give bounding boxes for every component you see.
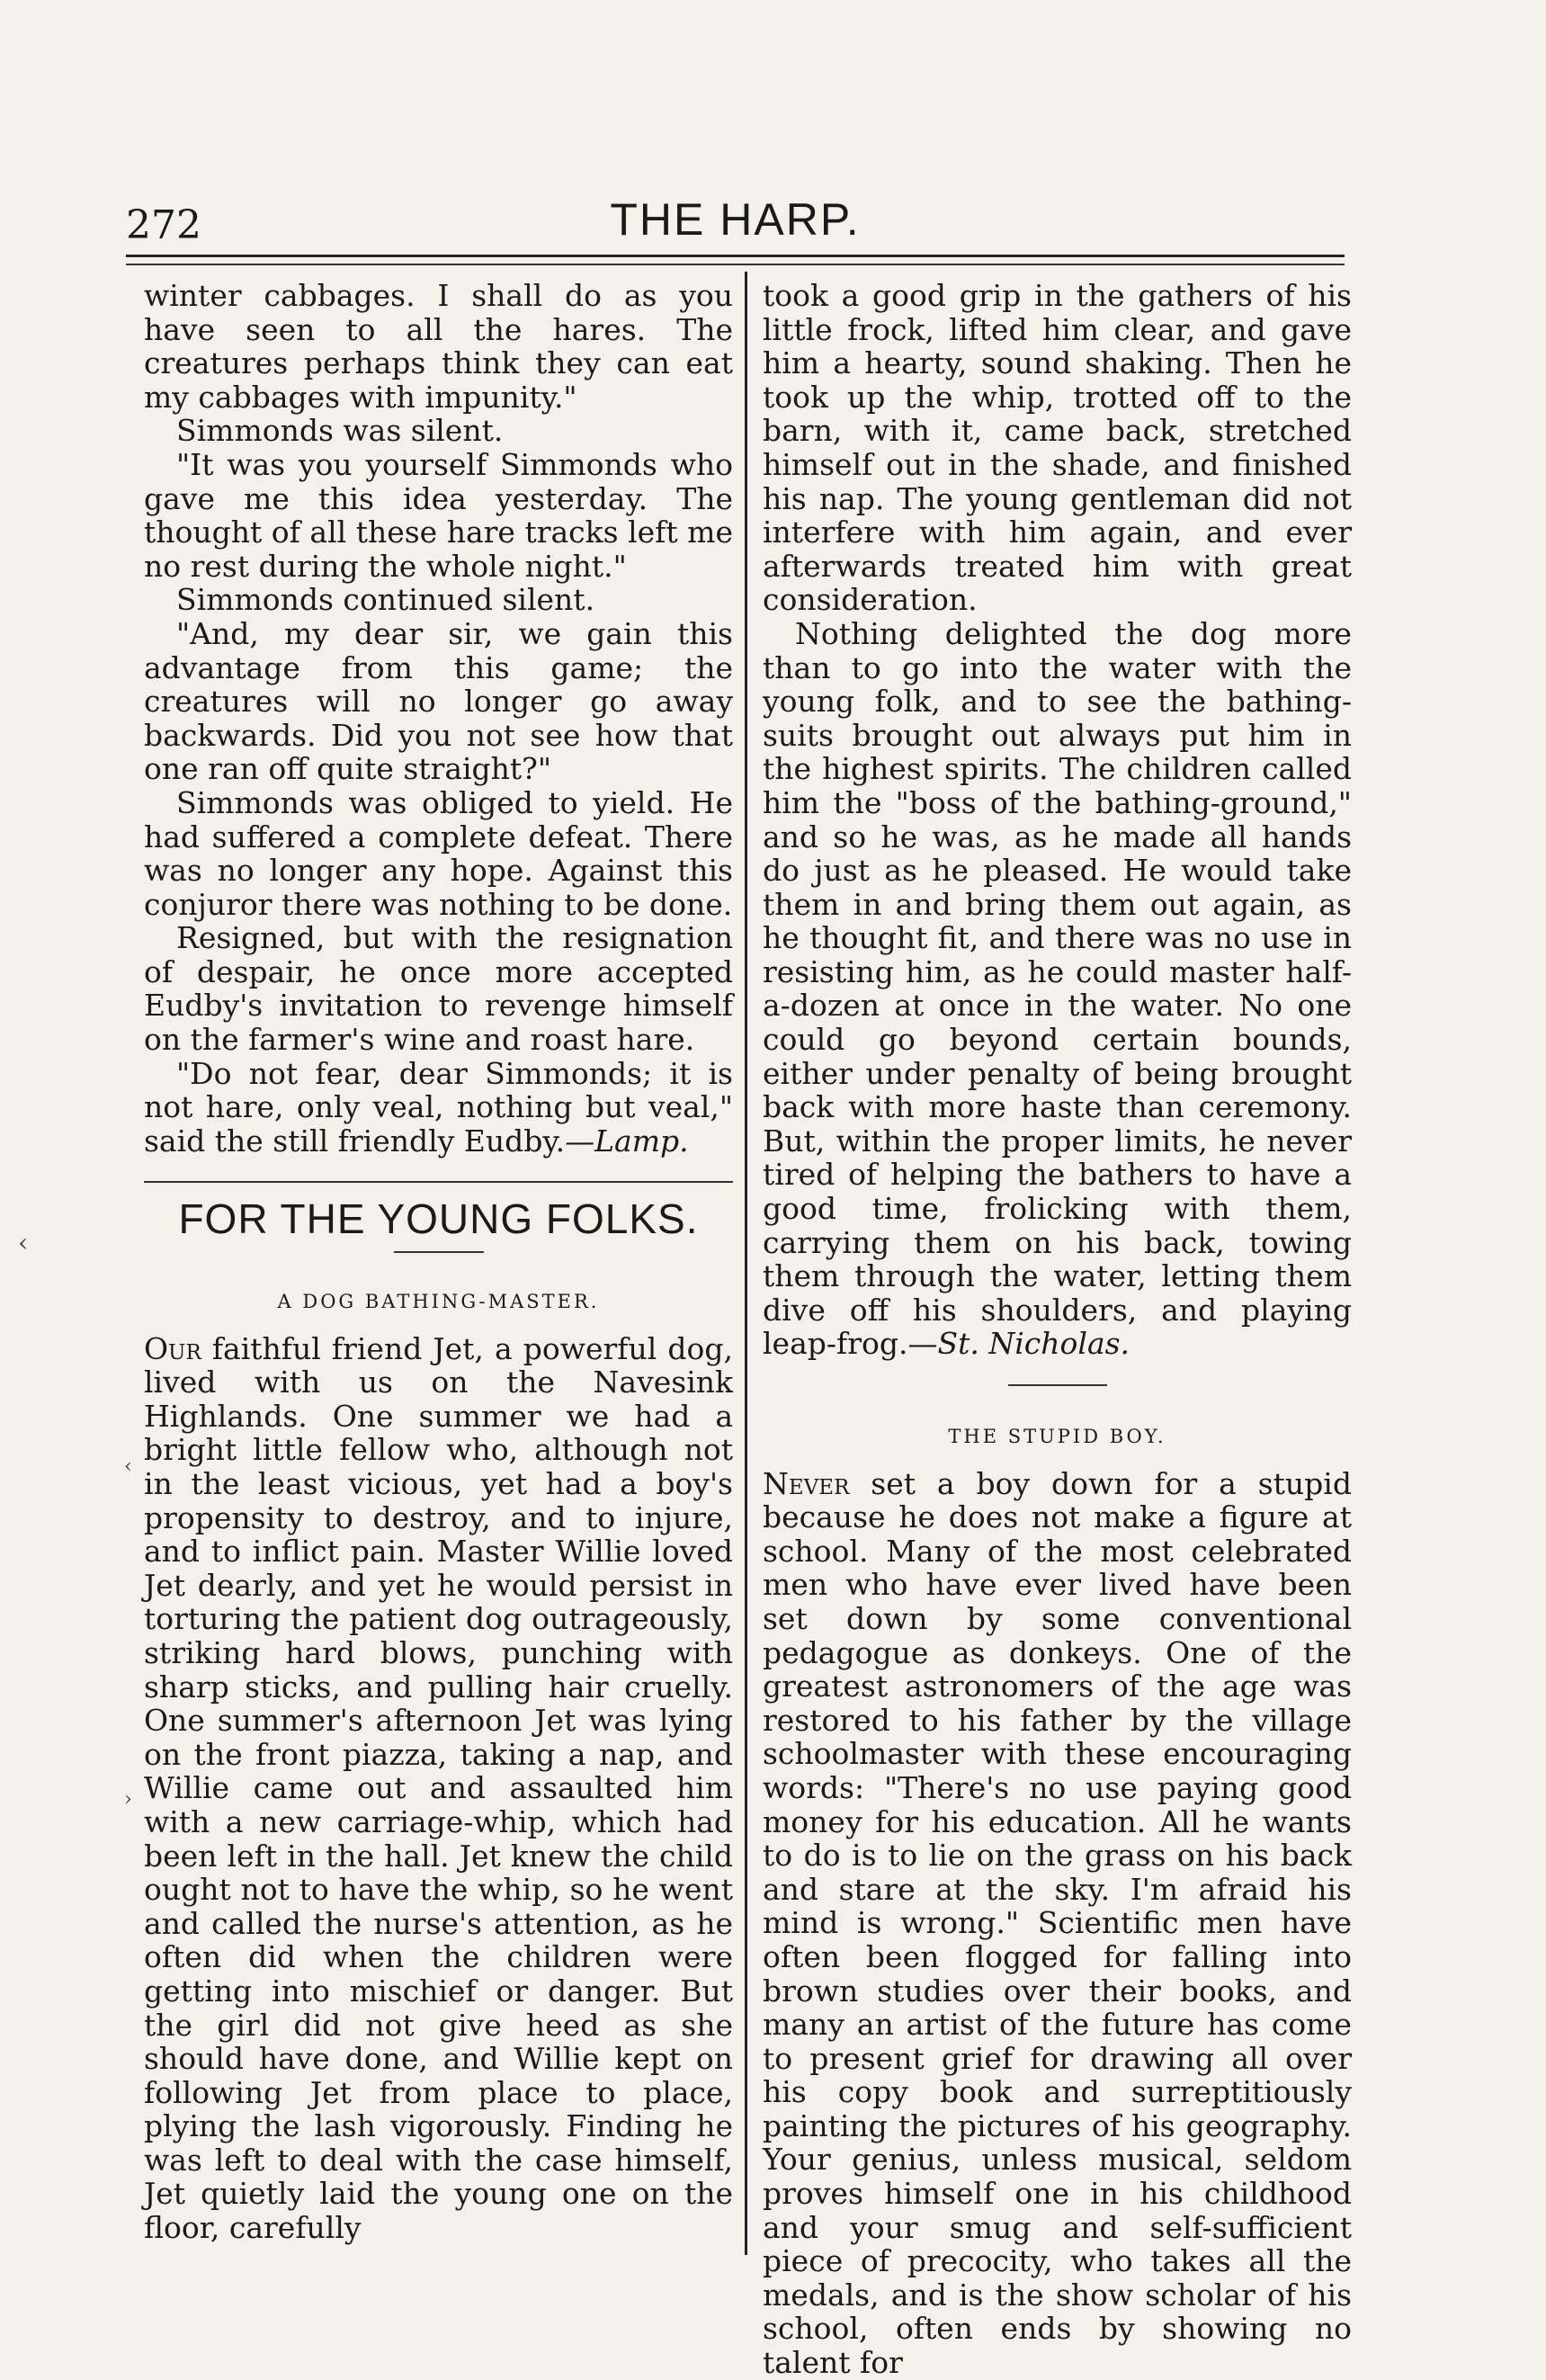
article-body bbox=[144, 1332, 733, 2245]
article-title: A DOG BATHING-MASTER. bbox=[277, 1291, 600, 1313]
short-divider bbox=[394, 1251, 484, 1253]
article-body bbox=[763, 1467, 1352, 2380]
header-rule-double bbox=[126, 264, 1345, 265]
paragraph: Resigned, but with the resignation of despair, he once more accepted Eudby's invitation to revenge himself on the farmer's wine and roast hare. bbox=[144, 920, 733, 1058]
closing-text: "Do not fear, dear Simmonds; it is not hare, only veal, nothing but veal," said the still friendly Eudby. bbox=[144, 1055, 733, 1159]
drop-lead: Our bbox=[144, 1330, 201, 1366]
paragraph bbox=[763, 617, 1352, 1361]
running-title: THE HARP. bbox=[610, 194, 861, 245]
header-rule bbox=[126, 255, 1345, 257]
short-divider bbox=[1008, 1384, 1107, 1386]
page-header bbox=[126, 193, 1345, 247]
article-title: THE STUPID BOY. bbox=[948, 1426, 1166, 1447]
source-credit: —Lamp. bbox=[565, 1123, 689, 1159]
paragraph: winter cabbages. I shall do as you have seen to all the hares. The creatures perhaps think they can eat my cabbages with impunity." bbox=[144, 278, 733, 415]
left-column bbox=[144, 279, 733, 2245]
closing-paragraph bbox=[144, 1057, 733, 1159]
paragraph: Simmonds continued silent. bbox=[176, 582, 595, 618]
section-divider bbox=[144, 1181, 733, 1183]
section-heading: FOR THE YOUNG FOLKS. bbox=[178, 1195, 699, 1243]
article-text: faithful friend Jet, a powerful dog, lived with us on the Navesink Highlands. One summer we had a bright little fellow who, although not in the least vicious, yet had a boy's propensity to destroy, and to injure, and to inflict pain. Master Willie loved Jet dearly, and yet he would persist in torturing the patient dog outrageously, striking hard blows, punching with sharp sticks, and pulling hair cruelly. One summer's afternoon Jet was lying on the front piazza, taking a nap, and Willie came out and assaulted him with a new carriage-whip, which had been left in the hall. Jet knew the child ought not to have the whip, so he went and called the nurse's attention, as he often did when the children were getting into mischief or danger. But the girl did not give heed as she should have done, and Willie kept on following Jet from place to place, plying the lash vigorously. Finding he was left to deal with the case himself, Jet quietly laid the young one on the floor, carefully bbox=[144, 1330, 733, 2246]
paragraph: Simmonds was silent. bbox=[176, 413, 504, 449]
right-column bbox=[763, 279, 1352, 2380]
column-divider bbox=[745, 272, 747, 2255]
margin-mark: ‹ bbox=[124, 1455, 132, 1478]
paragraph: took a good grip in the gathers of his little frock, lifted him clear, and gave him a hearty, sound shaking. Then he took up the whip, trotted off to the barn, with it, came back, stretched himself out in the shade, and finished his nap. The young gentleman did not interfere with him again, and ever afterwards treated him with great consideration. bbox=[763, 278, 1352, 618]
article-text: set a boy down for a stupid because he does not make a figure at school. Many of the most celebrated men who have ever lived have been set down by some conventional pedagogue as donkeys. One of the greatest astronomers of the age was restored to his father by the village schoolmaster with these encouraging words: "There's no use paying good money for his education. All he wants to do is to lie on the grass on his back and stare at the sky. I'm afraid his mind is wrong." Scientific men have often been flogged for falling into brown studies over their books, and many an artist of the future has come to present grief for drawing all over his copy book and surreptitiously painting the pictures of his geography. Your genius, unless musical, seldom proves himself one in his childhood and your smug and self-sufficient piece of precocity, who takes all the medals, and is the show scholar of his school, often ends by showing no talent for bbox=[763, 1465, 1352, 2380]
paragraph: Simmonds was obliged to yield. He had suffered a complete defeat. There was no longer any hope. Against this conjuror there was nothing to be done. bbox=[144, 784, 733, 922]
source-credit: —St. Nicholas. bbox=[907, 1326, 1130, 1362]
paragraph-text: Nothing delighted the dog more than to go into the water with the young folk, and to see the bathing-suits brought out always put him in the highest spirits. The children called him the "boss of the bathing-ground," and so he was, as he made all hands do just as he pleased. He would take them in and bring them out again, as he thought fit, and there was no use in resisting him, as he could master half-a-dozen at once in the water. No one could go beyond certain bounds, either under penalty of being brought back with more haste than ceremony. But, within the proper limits, he never tired of helping the bathers to have a good time, frolicking with them, carrying them on his back, towing them through the water, letting them dive off his shoulders, and playing leap-frog. bbox=[763, 615, 1352, 1362]
paragraph: "It was you yourself Simmonds who gave me this idea yesterday. The thought of all these hare tracks left me no rest during the whole night." bbox=[144, 446, 733, 584]
margin-mark: › bbox=[124, 1788, 132, 1811]
page-number: 272 bbox=[126, 202, 201, 248]
drop-lead: Never bbox=[763, 1465, 850, 1501]
margin-mark: ‹ bbox=[18, 1228, 29, 1257]
paragraph: "And, my dear sir, we gain this advantage from this game; the creatures will no longer go away backwards. Did you not see how that one ran off quite straight?" bbox=[144, 615, 733, 787]
